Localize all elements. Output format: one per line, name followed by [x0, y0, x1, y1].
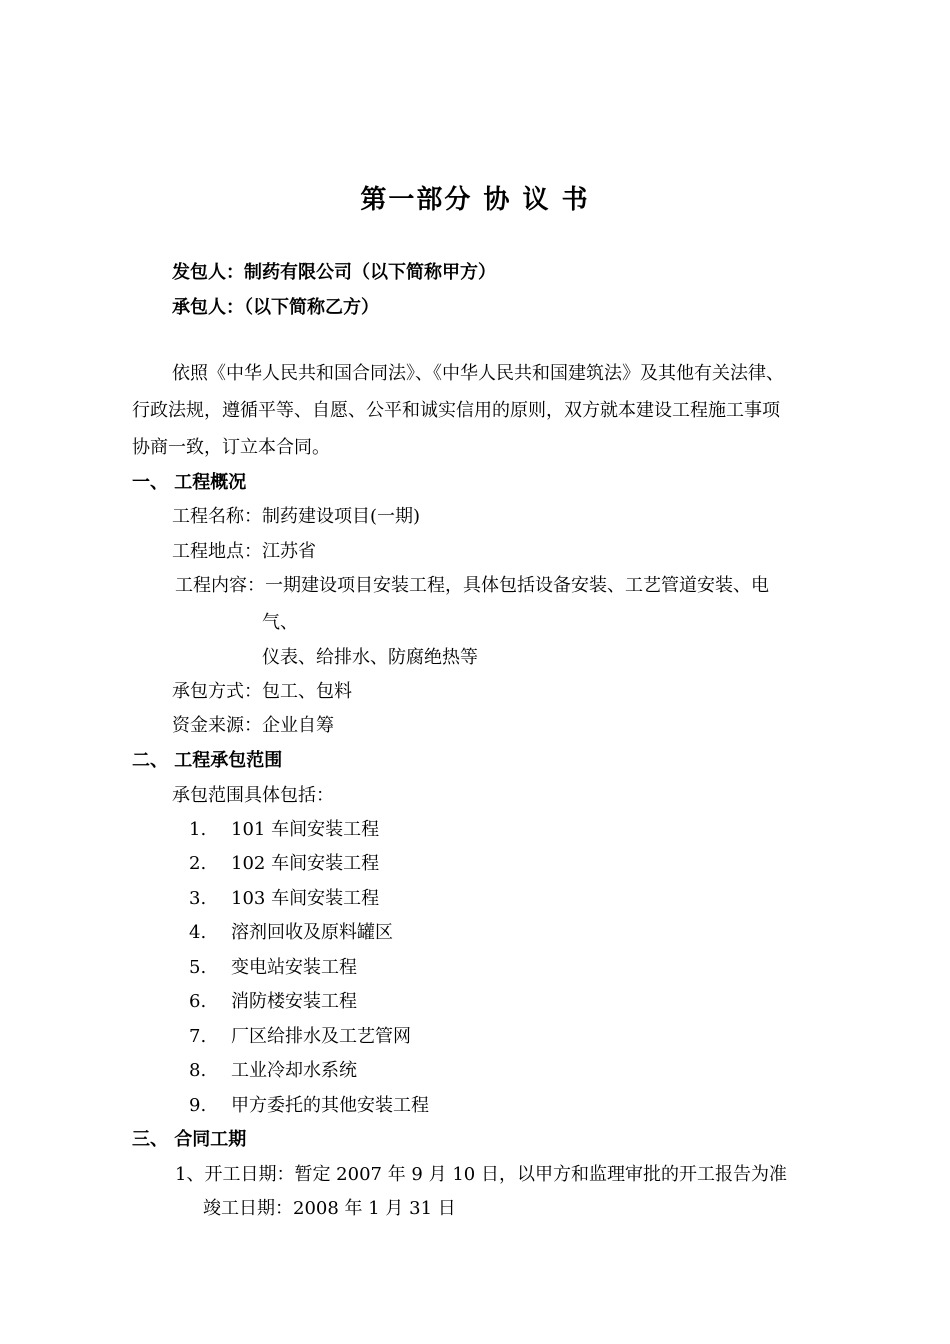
list-item-number: 3. — [189, 888, 207, 909]
scope-intro: 承包范围具体包括： — [172, 785, 334, 806]
list-item — [189, 852, 379, 876]
list-item-number: 7. — [189, 1026, 207, 1047]
preamble-line-2: 行政法规，遵循平等、自愿、公平和诚实信用的原则，双方就本建设工程施工事项 — [132, 400, 780, 421]
project-content-line-2: 气、 — [262, 612, 298, 633]
funding-source: 资金来源：企业自筹 — [172, 715, 334, 736]
list-item — [189, 887, 379, 911]
project-content-line-3: 仪表、给排水、防腐绝热等 — [262, 647, 478, 668]
contract-method: 承包方式：包工、包料 — [172, 681, 352, 702]
list-item-text: 变电站安装工程 — [231, 957, 357, 978]
list-item-number: 9. — [189, 1095, 207, 1116]
list-item-number: 8. — [189, 1060, 207, 1081]
list-item-text: 甲方委托的其他安装工程 — [231, 1095, 429, 1116]
list-item — [189, 921, 393, 945]
list-item-number: 6. — [189, 991, 207, 1012]
list-item — [189, 1059, 357, 1083]
list-item — [189, 1025, 411, 1049]
preamble-line-3: 协商一致，订立本合同。 — [132, 437, 330, 458]
list-item — [189, 818, 379, 842]
list-item — [189, 956, 357, 980]
list-item-number: 4. — [189, 922, 207, 943]
project-name: 工程名称：制药建设项目(一期) — [172, 506, 421, 527]
completion-date: 竣工日期：2008 年 1 月 31 日 — [203, 1198, 456, 1219]
section-heading-scope: 二、 工程承包范围 — [132, 750, 283, 771]
list-item-text: 厂区给排水及工艺管网 — [231, 1026, 411, 1047]
list-item-text: 103 车间安装工程 — [231, 888, 380, 909]
list-item-number: 5. — [189, 957, 207, 978]
list-item-text: 消防楼安装工程 — [231, 991, 357, 1012]
employer-line: 发包人：制药有限公司（以下简称甲方） — [172, 262, 496, 283]
list-item-number: 2. — [189, 853, 207, 874]
list-item — [189, 1094, 429, 1118]
start-date: 1、开工日期：暂定 2007 年 9 月 10 日，以甲方和监理审批的开工报告为准 — [175, 1164, 787, 1185]
list-item-text: 工业冷却水系统 — [231, 1060, 357, 1081]
contractor-line: 承包人：（以下简称乙方） — [172, 297, 379, 318]
page-title: 第一部分 协 议 书 — [360, 185, 590, 215]
list-item-text: 101 车间安装工程 — [231, 819, 380, 840]
list-item — [189, 990, 357, 1014]
list-item-text: 溶剂回收及原料罐区 — [231, 922, 393, 943]
project-content-line-1: 工程内容：一期建设项目安装工程，具体包括设备安装、工艺管道安装、电 — [175, 575, 769, 596]
project-location: 工程地点：江苏省 — [172, 541, 316, 562]
section-heading-period: 三、 合同工期 — [132, 1129, 247, 1150]
preamble-line-1: 依照《中华人民共和国合同法》、《中华人民共和国建筑法》及其他有关法律、 — [172, 363, 784, 384]
list-item-number: 1. — [189, 819, 207, 840]
section-heading-overview: 一、 工程概况 — [132, 472, 247, 493]
list-item-text: 102 车间安装工程 — [231, 853, 380, 874]
